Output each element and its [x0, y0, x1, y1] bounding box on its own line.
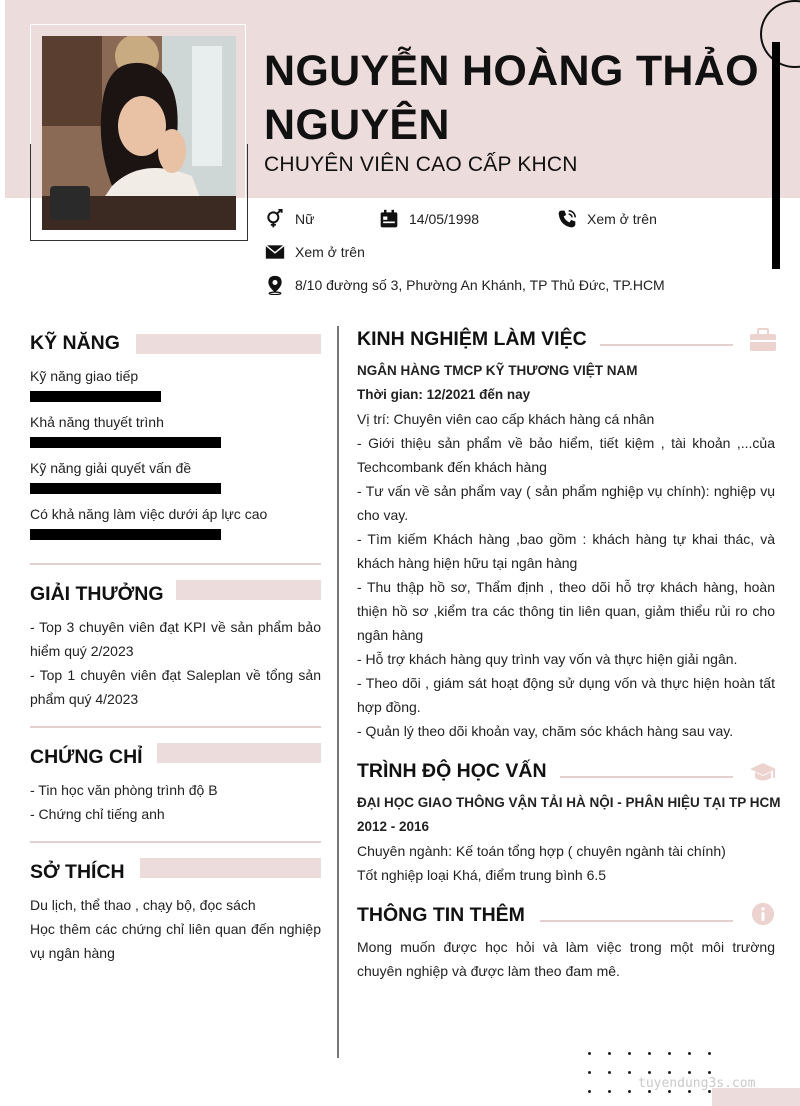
decorative-dot — [588, 1090, 591, 1093]
gender-value: Nữ — [295, 211, 315, 227]
skill-label: Có khả năng làm việc dưới áp lực cao — [30, 506, 268, 522]
duty-item: - Giới thiệu sản phẩm về bảo hiểm, tiết kiệm , tài khoản ,...của Techcombank đến khách hàng — [357, 435, 775, 475]
column-divider — [337, 326, 339, 1058]
info-icon — [749, 902, 777, 926]
education-title: TRÌNH ĐỘ HỌC VẤN — [357, 760, 547, 782]
section-separator — [30, 563, 321, 565]
decorative-dot — [688, 1071, 691, 1074]
skills-title: KỸ NĂNG — [30, 332, 120, 354]
skill-level-bar — [30, 483, 221, 494]
hobby-item: Học thêm các chứng chỉ liên quan đến nghiệp vụ ngân hàng — [30, 921, 321, 961]
education-grade: Tốt nghiệp loại Khá, điểm trung bình 6.5 — [357, 867, 607, 883]
briefcase-icon — [749, 328, 777, 352]
contact-gender — [265, 209, 314, 229]
duty-item: - Thu thập hồ sơ, Thẩm định , theo dõi hỗ trợ khách hàng, hoàn thiện hồ sơ ,kiểm tra các thông tin liên quan, giảm thiểu rủi ro cho ngân hàng — [357, 579, 775, 643]
skill-label: Kỹ năng giao tiếp — [30, 368, 139, 384]
email-icon — [265, 242, 285, 262]
certificate-item: - Chứng chỉ tiếng anh — [30, 806, 165, 822]
duty-item: - Hỗ trợ khách hàng quy trình vay vốn và thực hiện giải ngân. — [357, 651, 738, 667]
decorative-vertical-bar — [772, 42, 780, 269]
decorative-dot — [588, 1052, 591, 1055]
experience-position: Vị trí: Chuyên viên cao cấp khách hàng cá nhân — [357, 411, 655, 427]
graduation-cap-icon — [749, 760, 777, 784]
experience-period: Thời gian: 12/2021 đến nay — [357, 387, 531, 402]
certificates-title: CHỨNG CHỈ — [30, 746, 143, 768]
experience-title: KINH NGHIỆM LÀM VIỆC — [357, 328, 587, 350]
address-value: 8/10 đường số 3, Phường An Khánh, TP Thủ Đức, TP.HCM — [295, 277, 665, 293]
skill-label: Kỹ năng giải quyết vấn đề — [30, 460, 192, 476]
more-info-text: Mong muốn được học hỏi và làm việc trong một môi trường chuyên nghiệp và được làm theo đam mê. — [357, 939, 775, 979]
decorative-dot — [668, 1052, 671, 1055]
duty-item: - Tư vấn về sản phẩm vay ( sản phẩm nghiệp vụ chính): nghiệp vụ cho vay. — [357, 483, 775, 523]
decorative-dot — [608, 1052, 611, 1055]
company-name: NGÂN HÀNG TMCP KỸ THƯƠNG VIỆT NAM — [357, 363, 638, 378]
duty-item: - Theo dõi , giám sát hoạt động sử dụng vốn và thực hiện hoàn tất hợp đồng. — [357, 675, 775, 715]
skill-label: Khả năng thuyết trình — [30, 414, 164, 430]
decorative-dot — [668, 1071, 671, 1074]
calendar-icon — [379, 209, 399, 229]
hobbies-title: SỞ THÍCH — [30, 861, 125, 883]
education-period: 2012 - 2016 — [357, 819, 430, 834]
more-info-title-line — [540, 920, 733, 922]
decorative-dot — [648, 1052, 651, 1055]
decorative-dot — [628, 1052, 631, 1055]
decorative-dot — [628, 1090, 631, 1093]
certificate-item: - Tin học văn phòng trình độ B — [30, 782, 218, 798]
contact-address — [265, 275, 665, 295]
section-separator — [30, 726, 321, 728]
hobby-item: Du lịch, thể thao , chạy bộ, đọc sách — [30, 897, 256, 913]
decorative-dot — [608, 1071, 611, 1074]
decorative-dot — [648, 1071, 651, 1074]
decorative-dot — [608, 1090, 611, 1093]
duty-item: - Quản lý theo dõi khoản vay, chăm sóc khách hàng sau vay. — [357, 723, 734, 739]
contact-phone — [557, 209, 657, 229]
birthday-value: 14/05/1998 — [409, 211, 480, 227]
duty-item: - Tìm kiếm Khách hàng ,bao gồm : khách hàng tự khai thác, và khách hàng hiện hữu tại ngân hàng — [357, 531, 775, 571]
section-separator — [30, 841, 321, 843]
location-pin-icon — [265, 275, 285, 295]
job-title: CHUYÊN VIÊN CAO CẤP KHCN — [264, 153, 578, 176]
gender-icon — [265, 209, 285, 229]
watermark: tuyendung3s.com — [638, 1076, 756, 1091]
contact-birthday — [379, 209, 479, 229]
more-info-title: THÔNG TIN THÊM — [357, 904, 525, 926]
skill-level-bar — [30, 437, 221, 448]
email-value: Xem ở trên — [295, 244, 365, 260]
experience-duties — [357, 431, 775, 743]
certificates-title-bar — [157, 743, 321, 763]
experience-title-line — [600, 344, 733, 346]
education-major: Chuyên ngành: Kế toán tổng hợp ( chuyên ngành tài chính) — [357, 843, 726, 859]
contact-email — [265, 242, 365, 262]
awards-title-bar — [176, 580, 321, 600]
decorative-dot — [708, 1052, 711, 1055]
hobbies-title-bar — [140, 858, 321, 878]
phone-icon — [557, 209, 577, 229]
decorative-dot — [628, 1071, 631, 1074]
phone-value: Xem ở trên — [587, 211, 657, 227]
skill-level-bar — [30, 529, 221, 540]
school-name: ĐẠI HỌC GIAO THÔNG VẬN TẢI HÀ NỘI - PHÂN HIỆU TẠI TP HCM — [357, 795, 781, 810]
skills-title-bar — [136, 334, 321, 354]
candidate-name: NGUYỄN HOÀNG THẢO NGUYÊN — [264, 47, 759, 149]
award-item: - Top 1 chuyên viên đạt Saleplan về tổng sản phẩm quý 4/2023 — [30, 667, 321, 707]
photo-border-lines — [30, 144, 248, 241]
education-title-line — [560, 776, 733, 778]
award-item: - Top 3 chuyên viên đạt KPI về sản phẩm bảo hiểm quý 2/2023 — [30, 619, 321, 659]
decorative-dot — [708, 1071, 711, 1074]
decorative-dot — [688, 1052, 691, 1055]
skill-level-bar — [30, 391, 161, 402]
awards-title: GIẢI THƯỞNG — [30, 583, 164, 605]
decorative-dot — [588, 1071, 591, 1074]
